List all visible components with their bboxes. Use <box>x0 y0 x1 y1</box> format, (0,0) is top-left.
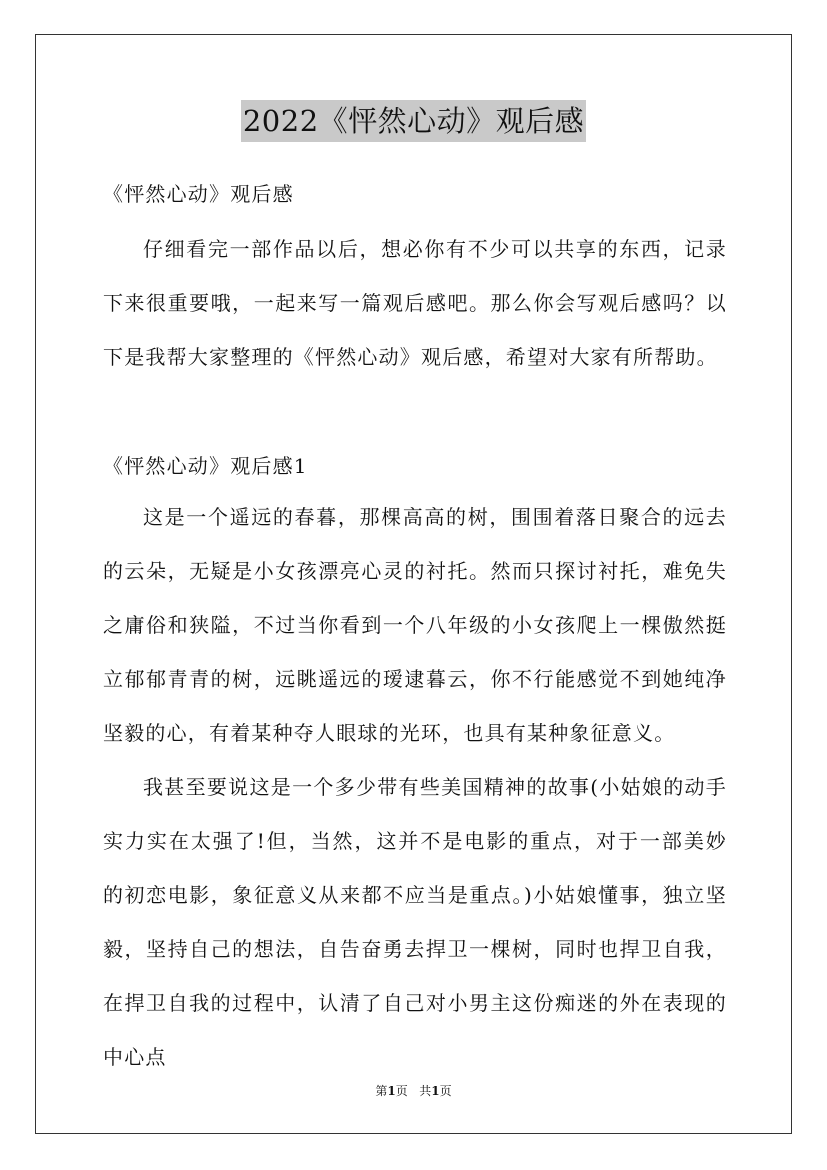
page-prefix: 第 <box>375 1084 388 1098</box>
page-suffix: 页 <box>439 1084 452 1098</box>
document-subtitle: 《怦然心动》观后感 <box>103 182 294 206</box>
page-total: 1 <box>431 1084 440 1098</box>
page-footer <box>0 1082 827 1100</box>
section-heading: 《怦然心动》观后感1 <box>103 454 308 478</box>
body-paragraph-1: 这是一个遥远的春暮，那棵高高的树，围围着落日聚合的远去的云朵，无疑是小女孩漂亮心灵的衬托。然而只探讨衬托，难免失之庸俗和狭隘，不过当你看到一个八年级的小女孩爬上一棵傲然挺立郁郁青青的树，远眺遥远的瑷逮暮云，你不行能感觉不到她纯净坚毅的心，有着某种夺人眼球的光环，也具有某种象征意义。 <box>103 505 727 745</box>
page-mid: 页 共 <box>395 1084 432 1098</box>
page-current: 1 <box>387 1084 396 1098</box>
title-wrap <box>0 100 827 142</box>
document-title: 2022《怦然心动》观后感 <box>241 100 586 142</box>
intro-paragraph: 仔细看完一部作品以后，想必你有不少可以共享的东西，记录下来很重要哦，一起来写一篇观后感吧。那么你会写观后感吗？以下是我帮大家整理的《怦然心动》观后感，希望对大家有所帮助。 <box>103 237 727 369</box>
body-paragraph-2: 我甚至要说这是一个多少带有些美国精神的故事(小姑娘的动手实力实在太强了!但，当然，这并不是电影的重点，对于一部美妙的初恋电影，象征意义从来都不应当是重点。)小姑娘懂事，独立坚毅，坚持自己的想法，自告奋勇去捍卫一棵树，同时也捍卫自我，在捍卫自我的过程中，认清了自己对小男主这份痴迷的外在表现的中心点 <box>103 775 727 1069</box>
